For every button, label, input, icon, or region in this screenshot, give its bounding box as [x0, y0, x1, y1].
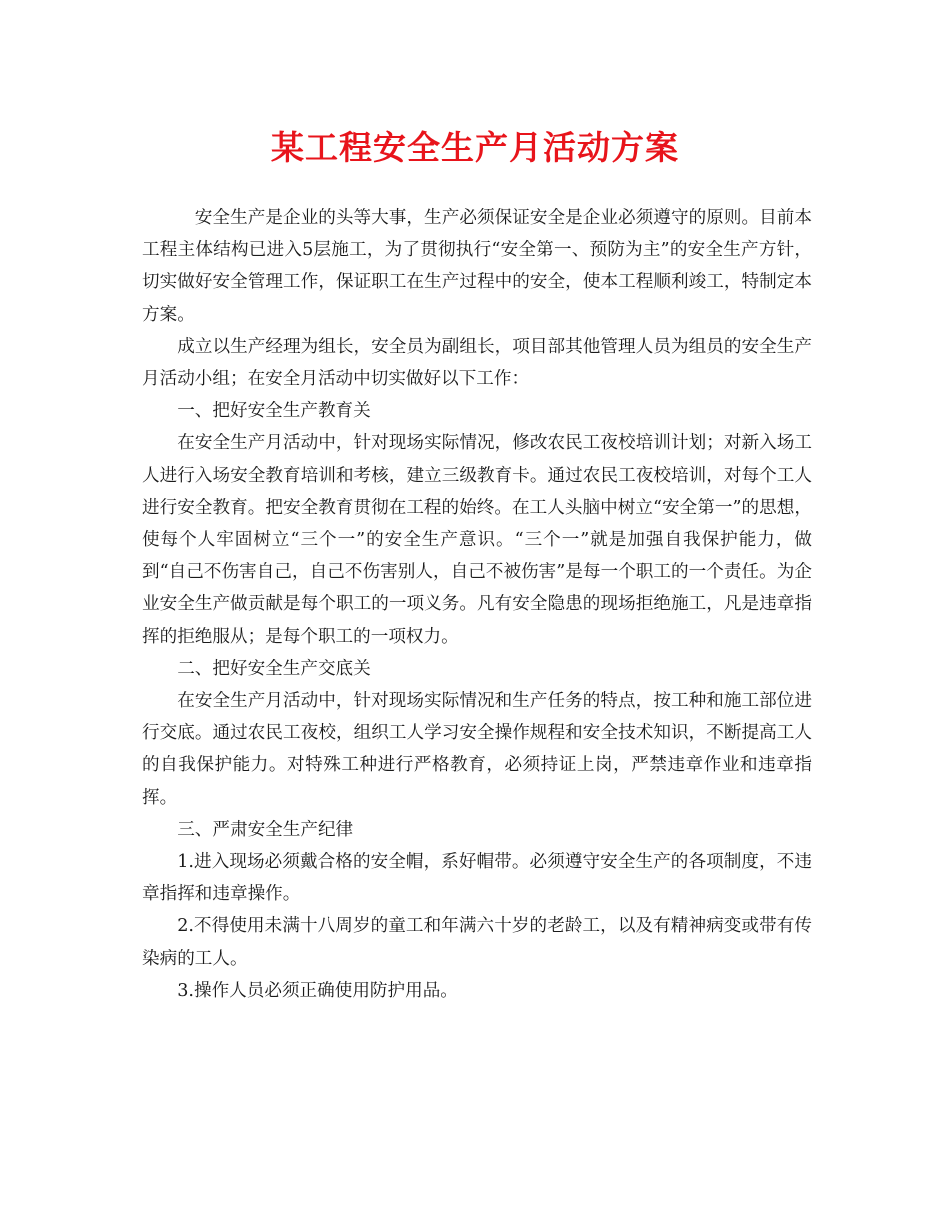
paragraph-team: 成立以生产经理为组长，安全员为副组长，项目部其他管理人员为组员的安全生产月活动小组；在安全月活动中切实做好以下工作：: [142, 336, 812, 390]
paragraph-intro: 安全生产是企业的头等大事，生产必须保证安全是企业必须遵守的原则。目前本工程主体结构已进入5层施工，为了贯彻执行“安全第一、预防为主”的安全生产方针，切实做好安全管理工作，保证职工在生产过程中的安全，使本工程顺利竣工，特制定本方案。: [142, 208, 812, 325]
list-item-1: 1.进入现场必须戴合格的安全帽，系好帽带。必须遵守安全生产的各项制度，不违章指挥和违章操作。: [142, 852, 812, 905]
section-heading-2: 二、把好安全生产交底关: [177, 658, 371, 679]
list-item-2: 2.不得使用未满十八周岁的童工和年满六十岁的老龄工，以及有精神病变或带有传染病的工人。: [142, 916, 812, 969]
document-title: 某工程安全生产月活动方案: [271, 128, 679, 167]
document-body: [142, 202, 812, 1007]
section-heading-1: 一、把好安全生产教育关: [177, 401, 371, 422]
paragraph-briefing: 在安全生产月活动中，针对现场实际情况和生产任务的特点，按工种和施工部位进行交底。通过农民工夜校，组织工人学习安全操作规程和安全技术知识，不断提高工人的自我保护能力。对特殊工种进行严格教育，必须持证上岗，严禁违章作业和违章指挥。: [142, 691, 812, 808]
paragraph-education: 在安全生产月活动中，针对现场实际情况，修改农民工夜校培训计划；对新入场工人进行入场安全教育培训和考核，建立三级教育卡。通过农民工夜校培训，对每个工人进行安全教育。把安全教育贯彻在工程的始终。在工人头脑中树立“安全第一”的思想，使每个人牢固树立“三个一”的安全生产意识。“三个一”就是加强自我保护能力，做到“自己不伤害自己，自己不伤害别人，自己不被伤害”是每一个职工的一个责任。为企业安全生产做贡献是每个职工的一项义务。凡有安全隐患的现场拒绝施工，凡是违章指挥的拒绝服从；是每个职工的一项权力。: [142, 433, 812, 647]
list-item-3: 3.操作人员必须正确使用防护用品。: [177, 980, 458, 1001]
section-heading-3: 三、严肃安全生产纪律: [177, 819, 354, 840]
